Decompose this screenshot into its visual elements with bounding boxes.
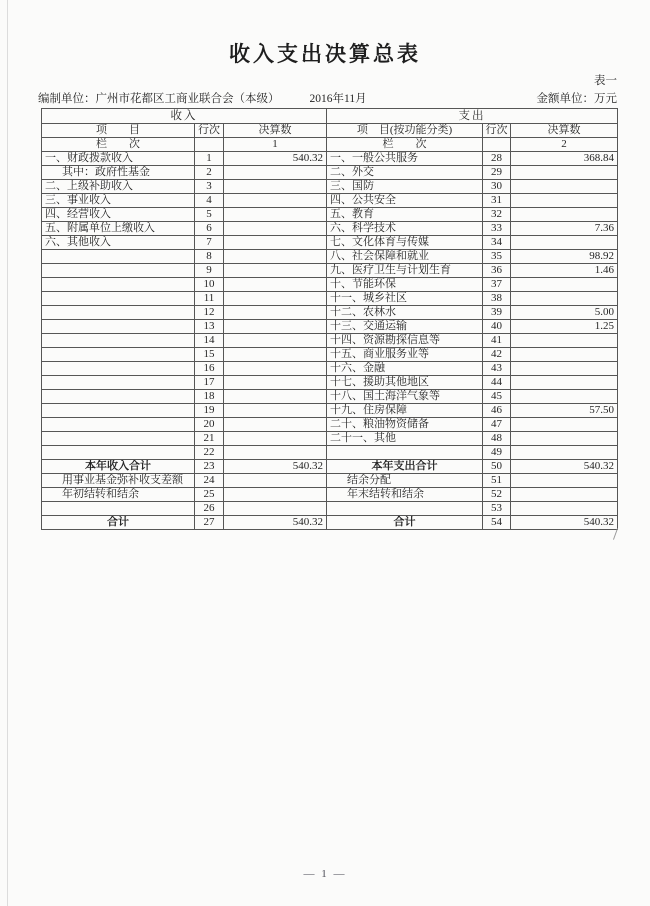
- table-row: [42, 166, 618, 180]
- table-row: [42, 404, 618, 418]
- expense-line-cell: 52: [483, 488, 511, 502]
- income-label-cell: [42, 306, 195, 320]
- income-value-cell: [224, 194, 327, 208]
- expense-line-column-header: 行次: [483, 124, 511, 138]
- expense-value-cell: [511, 362, 618, 376]
- income-value-cell: [224, 306, 327, 320]
- expense-line-cell: 38: [483, 292, 511, 306]
- expense-value-cell: [511, 334, 618, 348]
- expense-value-cell: [511, 208, 618, 222]
- income-line-cell: 23: [195, 460, 224, 474]
- income-label-cell: 年初结转和结余: [42, 488, 195, 502]
- prepared-by-label: 编制单位：广州市花都区工商业联合会（本级）: [38, 93, 280, 105]
- income-label-cell: 合计: [42, 516, 195, 530]
- expense-value-cell: 1.25: [511, 320, 618, 334]
- income-line-cell: 3: [195, 180, 224, 194]
- expense-value-cell: 57.50: [511, 404, 618, 418]
- income-line-cell: 20: [195, 418, 224, 432]
- expense-label-cell: 三、国防: [327, 180, 483, 194]
- expense-line-cell: 46: [483, 404, 511, 418]
- expense-label-cell: 十、节能环保: [327, 278, 483, 292]
- expense-label-cell: 结余分配: [327, 474, 483, 488]
- income-line-cell: 9: [195, 264, 224, 278]
- income-line-cell: 19: [195, 404, 224, 418]
- income-label-cell: [42, 334, 195, 348]
- income-label-cell: 其中：政府性基金: [42, 166, 195, 180]
- table-row: [42, 334, 618, 348]
- table-row: [42, 320, 618, 334]
- income-lanci-label: 栏 次: [42, 138, 195, 152]
- income-value-cell: [224, 418, 327, 432]
- table-row: [42, 418, 618, 432]
- expense-line-cell: 30: [483, 180, 511, 194]
- expense-value-cell: 7.36: [511, 222, 618, 236]
- expense-line-cell: 28: [483, 152, 511, 166]
- expense-label-cell: 七、文化体育与传媒: [327, 236, 483, 250]
- income-label-cell: [42, 348, 195, 362]
- income-label-cell: 四、经营收入: [42, 208, 195, 222]
- income-line-cell: 5: [195, 208, 224, 222]
- table-row: [42, 460, 618, 474]
- income-value-cell: [224, 502, 327, 516]
- expense-label-cell: 十五、商业服务业等: [327, 348, 483, 362]
- income-value-cell: 540.32: [224, 152, 327, 166]
- expense-value-cell: [511, 180, 618, 194]
- scan-edge-line: [7, 0, 8, 906]
- income-line-cell: 22: [195, 446, 224, 460]
- income-label-cell: [42, 320, 195, 334]
- expense-label-cell: 二十一、其他: [327, 432, 483, 446]
- expense-label-cell: 十九、住房保障: [327, 404, 483, 418]
- expense-label-cell: 八、社会保障和就业: [327, 250, 483, 264]
- expense-label-cell: 六、科学技术: [327, 222, 483, 236]
- income-line-cell: 16: [195, 362, 224, 376]
- income-label-cell: 二、上级补助收入: [42, 180, 195, 194]
- income-line-cell: 1: [195, 152, 224, 166]
- expense-value-cell: [511, 474, 618, 488]
- expense-line-cell: 44: [483, 376, 511, 390]
- table-row: [42, 474, 618, 488]
- expense-value-cell: [511, 488, 618, 502]
- income-label-cell: [42, 292, 195, 306]
- income-value-cell: [224, 208, 327, 222]
- expense-value-cell: [511, 348, 618, 362]
- expense-value-cell: [511, 194, 618, 208]
- expense-value-cell: 5.00: [511, 306, 618, 320]
- table-row: [42, 446, 618, 460]
- income-line-cell: 26: [195, 502, 224, 516]
- expense-section-header: 支出: [327, 109, 618, 124]
- table-row: [42, 502, 618, 516]
- income-value-cell: [224, 474, 327, 488]
- expense-line-cell: 48: [483, 432, 511, 446]
- income-line-cell: 13: [195, 320, 224, 334]
- table-row: [42, 432, 618, 446]
- income-column-number: 1: [224, 138, 327, 152]
- table-row: [42, 264, 618, 278]
- table-row: [42, 180, 618, 194]
- expense-line-cell: 47: [483, 418, 511, 432]
- expense-label-cell: 本年支出合计: [327, 460, 483, 474]
- income-label-cell: [42, 264, 195, 278]
- income-label-cell: [42, 278, 195, 292]
- expense-amount-column-header: 决算数: [511, 124, 618, 138]
- income-line-cell: 2: [195, 166, 224, 180]
- expense-label-cell: 十一、城乡社区: [327, 292, 483, 306]
- income-value-cell: [224, 362, 327, 376]
- table-row: [42, 306, 618, 320]
- income-value-cell: [224, 376, 327, 390]
- expense-value-cell: [511, 236, 618, 250]
- expense-line-cell: 51: [483, 474, 511, 488]
- expense-line-cell: 41: [483, 334, 511, 348]
- expense-line-cell: 50: [483, 460, 511, 474]
- income-line-cell: 18: [195, 390, 224, 404]
- expense-line-cell: 34: [483, 236, 511, 250]
- expense-label-cell: 年末结转和结余: [327, 488, 483, 502]
- income-value-cell: [224, 278, 327, 292]
- table-row: [42, 208, 618, 222]
- table-row: [42, 278, 618, 292]
- expense-value-cell: [511, 390, 618, 404]
- income-value-cell: [224, 446, 327, 460]
- expense-line-cell: 42: [483, 348, 511, 362]
- expense-label-cell: 十八、国土海洋气象等: [327, 390, 483, 404]
- income-value-cell: [224, 236, 327, 250]
- table-row: [42, 222, 618, 236]
- income-label-cell: [42, 432, 195, 446]
- page-title: 收入支出决算总表: [229, 42, 421, 66]
- expense-label-cell: 十二、农林水: [327, 306, 483, 320]
- income-line-cell: 7: [195, 236, 224, 250]
- income-label-cell: [42, 362, 195, 376]
- income-label-cell: [42, 390, 195, 404]
- expense-value-cell: 540.32: [511, 460, 618, 474]
- income-value-cell: [224, 404, 327, 418]
- expense-label-cell: 十四、资源勘探信息等: [327, 334, 483, 348]
- income-value-cell: [224, 488, 327, 502]
- expense-column-number: 2: [511, 138, 618, 152]
- table-row: [42, 488, 618, 502]
- final-accounts-table: [41, 108, 618, 530]
- expense-value-cell: [511, 376, 618, 390]
- expense-value-cell: [511, 418, 618, 432]
- table-row: [42, 376, 618, 390]
- expense-line-cell: 54: [483, 516, 511, 530]
- income-line-cell: 25: [195, 488, 224, 502]
- income-value-cell: [224, 432, 327, 446]
- income-line-cell: 21: [195, 432, 224, 446]
- expense-line-cell: 32: [483, 208, 511, 222]
- expense-label-cell: 四、公共安全: [327, 194, 483, 208]
- income-line-cell: 6: [195, 222, 224, 236]
- income-value-cell: [224, 166, 327, 180]
- expense-value-cell: 540.32: [511, 516, 618, 530]
- page-number: — 1 —: [303, 868, 347, 880]
- expense-line-cell: 43: [483, 362, 511, 376]
- column-header-row: [42, 124, 618, 138]
- income-value-cell: [224, 348, 327, 362]
- expense-label-cell: [327, 446, 483, 460]
- expense-value-cell: [511, 446, 618, 460]
- income-value-cell: [224, 292, 327, 306]
- table-row: [42, 152, 618, 166]
- income-label-cell: 六、其他收入: [42, 236, 195, 250]
- expense-line-cell: 36: [483, 264, 511, 278]
- expense-item-column-header: 项 目(按功能分类): [327, 124, 483, 138]
- income-line-cell: 27: [195, 516, 224, 530]
- expense-line-cell: 33: [483, 222, 511, 236]
- expense-value-cell: [511, 432, 618, 446]
- expense-line-cell: 37: [483, 278, 511, 292]
- expense-label-cell: 二、外交: [327, 166, 483, 180]
- income-value-cell: 540.32: [224, 460, 327, 474]
- income-value-cell: 540.32: [224, 516, 327, 530]
- expense-label-cell: 五、教育: [327, 208, 483, 222]
- expense-line-cell: 45: [483, 390, 511, 404]
- income-label-cell: 三、事业收入: [42, 194, 195, 208]
- income-line-cell: 14: [195, 334, 224, 348]
- expense-label-cell: 十三、交通运输: [327, 320, 483, 334]
- expense-lanci-label: 栏 次: [327, 138, 483, 152]
- income-line-column-header: 行次: [195, 124, 224, 138]
- income-value-cell: [224, 222, 327, 236]
- expense-line-cell: 40: [483, 320, 511, 334]
- info-line: [38, 90, 617, 106]
- expense-label-cell: 九、医疗卫生与计划生育: [327, 264, 483, 278]
- income-line-cell: 24: [195, 474, 224, 488]
- income-label-cell: [42, 418, 195, 432]
- table-row: [42, 362, 618, 376]
- income-line-cell: 12: [195, 306, 224, 320]
- income-label-cell: [42, 404, 195, 418]
- table-row: [42, 250, 618, 264]
- income-label-cell: [42, 376, 195, 390]
- amount-unit-label: 金额单位：万元: [536, 93, 617, 105]
- column-number-row: [42, 138, 618, 152]
- income-item-column-header: 项 目: [42, 124, 195, 138]
- expense-line-cell: 31: [483, 194, 511, 208]
- income-label-cell: [42, 502, 195, 516]
- expense-line-cell: 49: [483, 446, 511, 460]
- income-value-cell: [224, 180, 327, 194]
- income-value-cell: [224, 320, 327, 334]
- expense-line-cell: 39: [483, 306, 511, 320]
- expense-value-cell: 368.84: [511, 152, 618, 166]
- income-value-cell: [224, 390, 327, 404]
- expense-label-cell: 二十、粮油物资储备: [327, 418, 483, 432]
- income-label-cell: 本年收入合计: [42, 460, 195, 474]
- income-value-cell: [224, 334, 327, 348]
- table-row: [42, 292, 618, 306]
- table-row: [42, 390, 618, 404]
- income-label-cell: 一、财政拨款收入: [42, 152, 195, 166]
- income-value-cell: [224, 264, 327, 278]
- income-value-cell: [224, 250, 327, 264]
- income-line-cell: 4: [195, 194, 224, 208]
- report-period: 2016年11月: [309, 93, 367, 105]
- income-label-cell: [42, 250, 195, 264]
- income-line-cell: 15: [195, 348, 224, 362]
- table-row: [42, 194, 618, 208]
- income-label-cell: 用事业基金弥补收支差额: [42, 474, 195, 488]
- table-number-label: 表一: [594, 75, 617, 87]
- expense-label-cell: 合计: [327, 516, 483, 530]
- expense-label-cell: 一、一般公共服务: [327, 152, 483, 166]
- table-row: [42, 236, 618, 250]
- income-line-cell: 11: [195, 292, 224, 306]
- income-label-cell: [42, 446, 195, 460]
- expense-value-cell: [511, 166, 618, 180]
- expense-line-cell: 29: [483, 166, 511, 180]
- income-line-cell: 10: [195, 278, 224, 292]
- expense-value-cell: 1.46: [511, 264, 618, 278]
- expense-value-cell: [511, 278, 618, 292]
- income-section-header: 收入: [42, 109, 327, 124]
- expense-label-cell: 十七、援助其他地区: [327, 376, 483, 390]
- expense-value-cell: [511, 502, 618, 516]
- income-label-cell: 五、附属单位上缴收入: [42, 222, 195, 236]
- expense-label-cell: 十六、金融: [327, 362, 483, 376]
- expense-value-cell: [511, 292, 618, 306]
- income-line-cell: 17: [195, 376, 224, 390]
- expense-value-cell: 98.92: [511, 250, 618, 264]
- table-row: [42, 516, 618, 530]
- expense-lanci-blank-cell: [483, 138, 511, 152]
- expense-line-cell: 35: [483, 250, 511, 264]
- income-lanci-blank-cell: [195, 138, 224, 152]
- section-header-row: [42, 109, 618, 124]
- expense-line-cell: 53: [483, 502, 511, 516]
- table-row: [42, 348, 618, 362]
- income-line-cell: 8: [195, 250, 224, 264]
- income-amount-column-header: 决算数: [224, 124, 327, 138]
- expense-label-cell: [327, 502, 483, 516]
